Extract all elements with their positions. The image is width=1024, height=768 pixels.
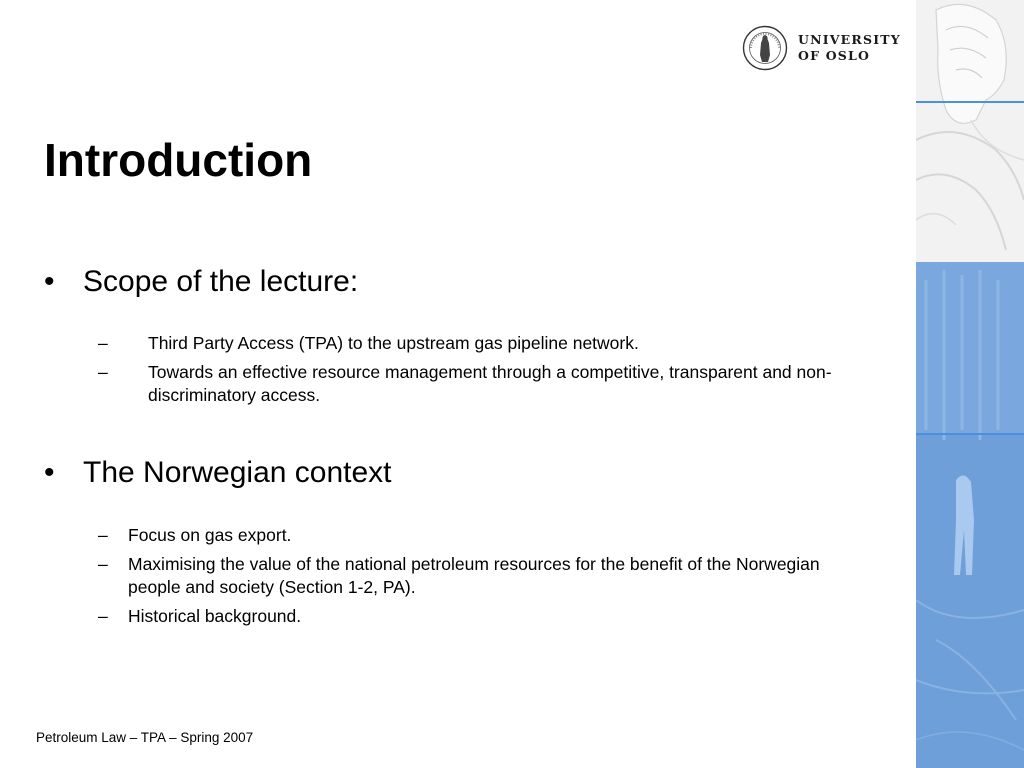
slide-title: Introduction bbox=[44, 134, 313, 186]
bullet-2-subitems bbox=[0, 524, 868, 634]
slide-footer: Petroleum Law – TPA – Spring 2007 bbox=[36, 730, 254, 745]
bullet-2-text: The Norwegian context bbox=[83, 456, 392, 489]
list-item bbox=[0, 332, 888, 355]
list-item bbox=[0, 605, 868, 628]
list-item bbox=[0, 361, 888, 407]
sub-bullet-marker: – bbox=[98, 606, 108, 626]
sub-item-text: Historical background. bbox=[128, 606, 302, 626]
bullet-marker: • bbox=[44, 456, 55, 489]
bullet-marker: • bbox=[44, 265, 55, 298]
university-logo bbox=[742, 22, 901, 74]
sub-bullet-marker: – bbox=[98, 554, 108, 574]
bullet-1-subitems bbox=[0, 332, 888, 413]
sub-item-text: Towards an effective resource management through a competitive, transparent and non-discriminatory access. bbox=[148, 362, 832, 405]
sub-item-text: Focus on gas export. bbox=[128, 525, 292, 545]
decorative-band bbox=[916, 0, 1024, 768]
logo-line-1: UNIVERSITY bbox=[798, 32, 901, 47]
logo-line-2: OF OSLO bbox=[798, 48, 871, 63]
list-item bbox=[0, 553, 868, 599]
list-item bbox=[0, 524, 868, 547]
sub-item-text: Maximising the value of the national petroleum resources for the benefit of the Norwegian people and society (Section 1-2, PA). bbox=[128, 554, 820, 597]
sub-bullet-marker: – bbox=[98, 333, 108, 353]
sub-item-text: Third Party Access (TPA) to the upstream gas pipeline network. bbox=[148, 333, 639, 353]
university-seal-icon bbox=[742, 25, 788, 71]
sub-bullet-marker: – bbox=[98, 525, 108, 545]
sub-bullet-marker: – bbox=[98, 362, 108, 382]
decorative-statue-image bbox=[916, 0, 1024, 768]
bullet-1-text: Scope of the lecture: bbox=[83, 265, 359, 298]
